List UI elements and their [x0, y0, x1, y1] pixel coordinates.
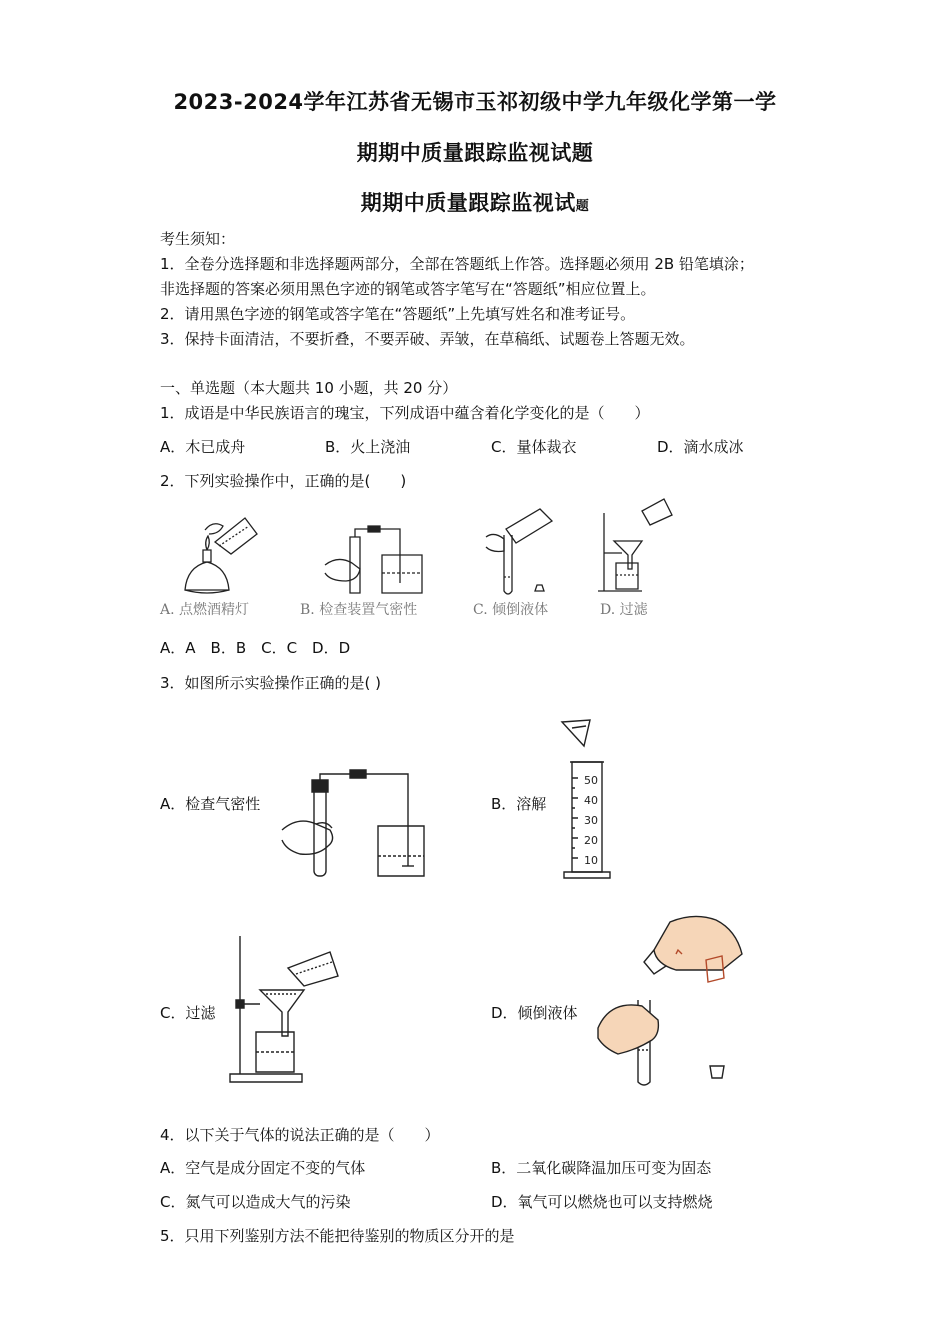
q3-option-d: D．倾倒液体 — [491, 1004, 578, 1022]
q2-caption-b: B. 检查装置气密性 — [300, 602, 418, 618]
q2-figure-pour-liquid — [480, 507, 555, 597]
title-line-3-main: 期期中质量跟踪监视试 — [360, 191, 576, 215]
notice-item: 1．全卷分选择题和非选择题两部分，全部在答题纸上作答。选择题必须用 2B 铅笔填涂； — [160, 255, 754, 273]
q2-options: A．A B．B C．C D．D — [160, 639, 351, 657]
q3-stem: 3．如图所示实验操作正确的是( ) — [160, 674, 382, 692]
q1-stem: 1．成语是中华民族语言的瑰宝，下列成语中蕴含着化学变化的是（ ） — [160, 404, 650, 422]
q2-caption-d: D. 过滤 — [600, 602, 648, 618]
q2-figure-gas-tightness — [320, 525, 435, 597]
q3-figure-dissolve-cylinder — [550, 718, 620, 880]
q4-option-b: B．二氧化碳降温加压可变为固态 — [491, 1159, 712, 1177]
section-heading: 一、单选题（本大题共 10 小题，共 20 分） — [160, 379, 458, 397]
cylinder-tick-10: 10 — [584, 854, 598, 867]
q2-caption-c: C. 倾倒液体 — [473, 602, 549, 618]
q4-option-c: C．氮气可以造成大气的污染 — [160, 1193, 351, 1211]
title-line-2: 期期中质量跟踪监视试题 — [356, 141, 594, 165]
q3-figure-filtration — [226, 932, 344, 1084]
notice-item: 2．请用黑色字迹的钢笔或答字笔在“答题纸”上先填写姓名和准考证号。 — [160, 305, 636, 323]
notice-item: 非选择题的答案必须用黑色字迹的钢笔或答字笔写在“答题纸”相应位置上。 — [160, 280, 656, 298]
q3-figure-gas-tightness — [280, 770, 430, 880]
q1-option-b: B．火上浇油 — [325, 438, 411, 456]
q4-option-d: D．氧气可以燃烧也可以支持燃烧 — [491, 1193, 713, 1211]
q2-stem: 2．下列实验操作中，正确的是( ) — [160, 472, 407, 490]
q5-stem: 5．只用下列鉴别方法不能把待鉴别的物质区分开的是 — [160, 1227, 515, 1245]
q2-figure-filtration — [598, 497, 678, 597]
q3-option-a: A．检查气密性 — [160, 795, 261, 813]
notice-item: 3．保持卡面清洁，不要折叠，不要弄破、弄皱，在草稿纸、试题卷上答题无效。 — [160, 330, 695, 348]
q1-option-a: A．木已成舟 — [160, 438, 246, 456]
q4-option-a: A．空气是成分固定不变的气体 — [160, 1159, 366, 1177]
q3-option-b: B．溶解 — [491, 795, 547, 813]
cylinder-tick-30: 30 — [584, 814, 598, 827]
q3-figure-pour-liquid — [596, 910, 756, 1090]
cylinder-tick-50: 50 — [584, 774, 598, 787]
q2-caption-a: A. 点燃酒精灯 — [160, 602, 250, 618]
notice-heading: 考生须知： — [160, 230, 236, 248]
title-line-3 — [0, 187, 950, 217]
title-line-1: 2023-2024学年江苏省无锡市玉祁初级中学九年级化学第一学 — [173, 90, 777, 114]
q2-figure-alcohol-lamp — [175, 512, 265, 597]
q1-option-c: C．量体裁衣 — [491, 438, 577, 456]
q1-option-d: D．滴水成冰 — [657, 438, 744, 456]
title-line-3-small: 题 — [575, 199, 590, 214]
cylinder-tick-20: 20 — [584, 834, 598, 847]
q3-option-c: C．过滤 — [160, 1004, 216, 1022]
q4-stem: 4．以下关于气体的说法正确的是（ ） — [160, 1126, 440, 1144]
cylinder-tick-40: 40 — [584, 794, 598, 807]
